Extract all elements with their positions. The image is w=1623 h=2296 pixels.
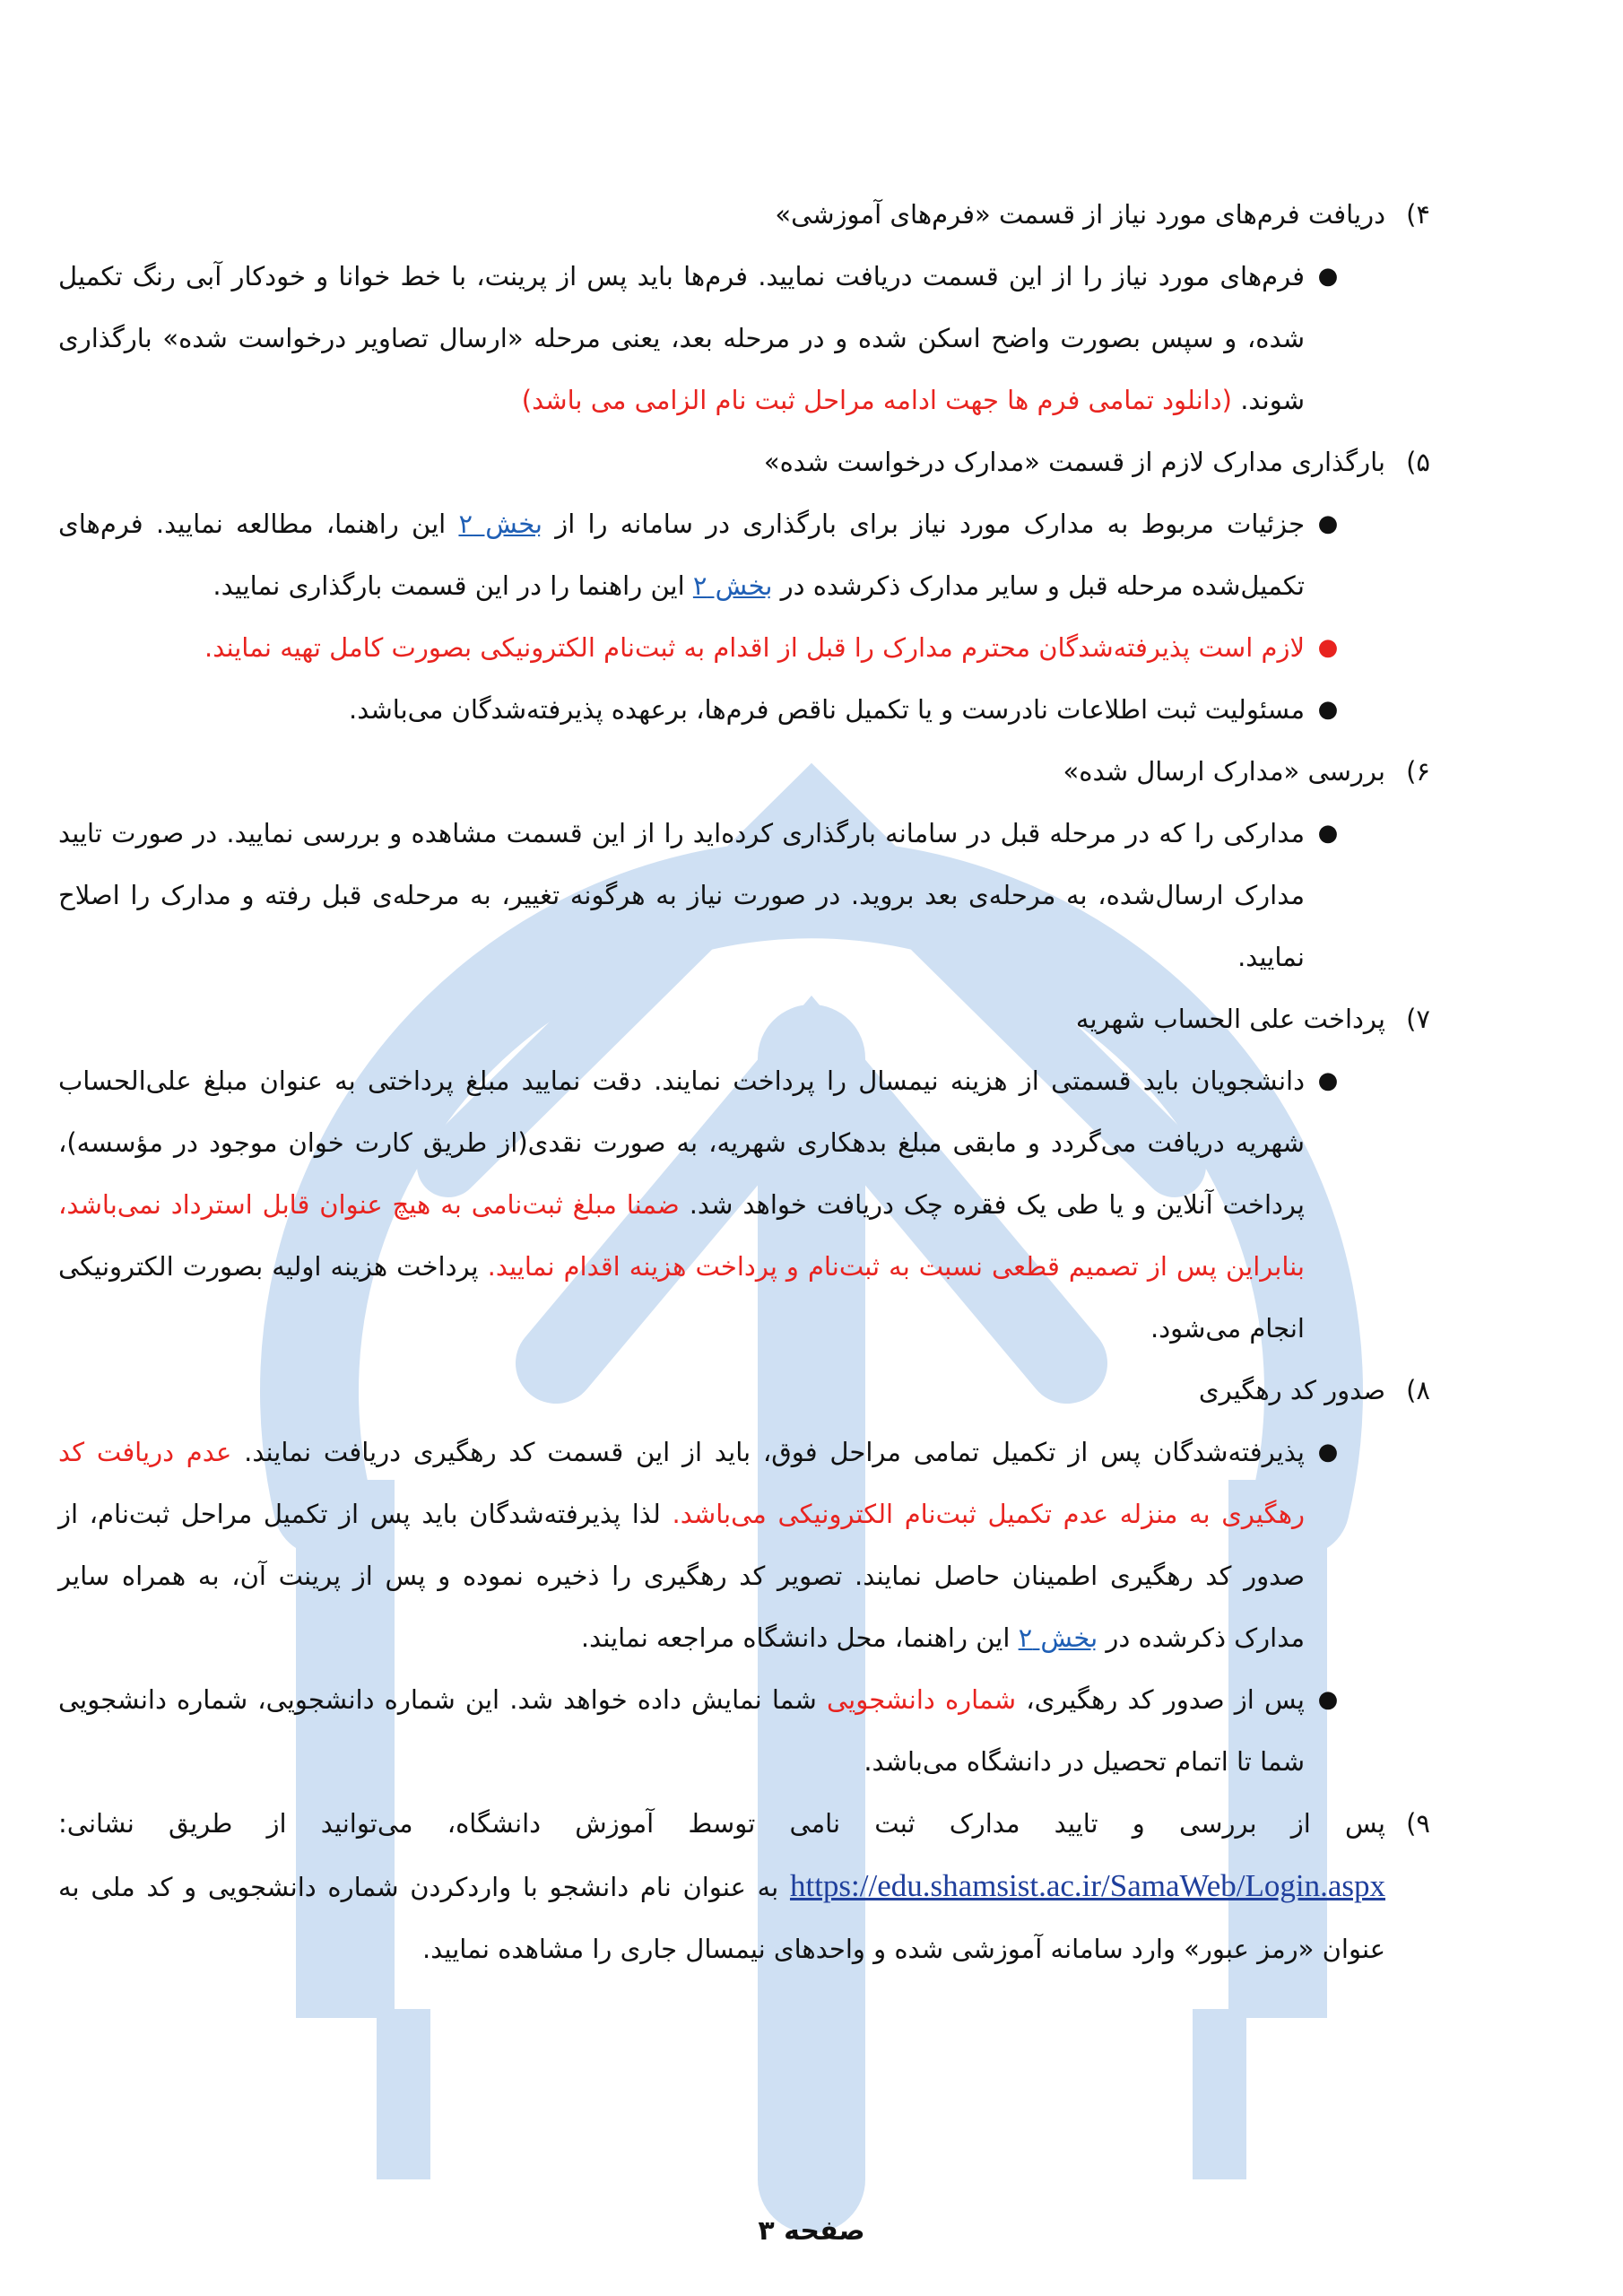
red-notice: عدم دریافت کد رهگیری به منزله عدم تکمیل ثبت‌نام الکترونیکی می‌باشد. [58, 1437, 1305, 1529]
list-item-text: مدارکی را که در مرحله قبل در سامانه بارگذاری کرده‌اید را از این قسمت مشاهده و بررسی نمایید. در صورت تایید مدارک ارسال‌شده، به مرحله‌ی بعد بروید. در صورت نیاز به هرگونه تغییر، به مرحله‌ی قبل رفته و مدارک را اصلاح نمایید. [58, 818, 1305, 972]
paragraph-text: پس از صدور کد رهگیری، [1016, 1684, 1305, 1715]
paragraph-text: پذیرفته‌شدگان پس از تکمیل تمامی مراحل فوق، باید از این قسمت کد رهگیری دریافت نمایند. [231, 1437, 1305, 1467]
section-number: ۵) [1406, 447, 1430, 477]
section-title: پرداخت علی الحساب شهریه [1075, 1004, 1385, 1034]
section-2-link[interactable]: بخش ۲ [458, 509, 542, 539]
section-title: دریافت فرم‌های مورد نیاز از قسمت «فرم‌های آموزشی» [775, 199, 1385, 230]
section-5-heading [58, 431, 1430, 493]
paragraph-text: پس از بررسی و تایید مدارک ثبت نامی توسط آموزش دانشگاه، می‌توانید از طریق نشانی: [58, 1808, 1385, 1839]
section-6-heading [58, 741, 1430, 803]
section-title: بارگذاری مدارک لازم از قسمت «مدارک درخواست شده» [763, 447, 1385, 477]
section-7-heading [58, 988, 1430, 1050]
document-body [58, 184, 1430, 1980]
bullet-icon: ● [1317, 1439, 1339, 1465]
list-item-text [58, 493, 1305, 617]
bullet-icon: ● [1317, 1067, 1339, 1094]
list-item [58, 1050, 1351, 1360]
red-notice: (دانلود تمامی فرم ها جهت ادامه مراحل ثبت نام الزامی می باشد) [521, 385, 1232, 415]
bullet-icon: ● [1317, 696, 1339, 723]
list-item [58, 493, 1351, 617]
paragraph-text: دانشجویان باید قسمتی از هزینه نیمسال را پرداخت نمایند. دقت نمایید مبلغ پرداختی به عنوان مبلغ علی‌الحساب شهریه دریافت می‌گردد و مابقی مبلغ بدهکاری شهریه، به صورت نقدی(از طریق کارت خوان موجود در مؤسسه)، پرداخت آنلاین و یا طی یک فقره چک دریافت خواهد شد. [58, 1065, 1305, 1220]
bullet-icon: ● [1317, 510, 1339, 537]
paragraph-text: لذا پذیرفته‌شدگان باید پس از تکمیل مراحل ثبت‌نام، از صدور کد رهگیری اطمینان حاصل نمایند. تصویر کد رهگیری را ذخیره نموده و پس از پرینت آن، به همراه سایر مدارک ذکرشده در [58, 1499, 1305, 1653]
list-item-text: مسئولیت ثبت اطلاعات نادرست و یا تکمیل ناقص فرم‌ها، برعهده پذیرفته‌شدگان می‌باشد. [349, 694, 1305, 725]
login-url-link[interactable]: https://edu.shamsist.ac.ir/SamaWeb/Login.aspx [789, 1868, 1385, 1903]
list-item-text [58, 1422, 1305, 1669]
bullet-icon: ● [1317, 820, 1339, 847]
list-item [58, 246, 1351, 431]
list-item-text [58, 1050, 1305, 1360]
paragraph-text: شما نمایش داده خواهد شد. این شماره دانشجویی، شماره دانشجویی شما تا اتمام تحصیل در دانشگاه می‌باشد. [58, 1684, 1305, 1777]
red-notice: لازم است پذیرفته‌شدگان محترم مدارک را قبل از اقدام به ثبت‌نام الکترونیکی بصورت کامل تهیه نمایند. [204, 632, 1305, 663]
section-4-heading [58, 184, 1430, 246]
bullet-icon: ● [1317, 263, 1339, 290]
red-notice: ضمنا مبلغ ثبت‌نامی به هیچ عنوان قابل استرداد نمی‌باشد، بنابراین پس از تصمیم قطعی نسبت به ثبت‌نام و پرداخت هزینه اقدام نمایید. [58, 1189, 1305, 1282]
section-2-link[interactable]: بخش ۲ [1018, 1622, 1098, 1653]
section-9-text [58, 1793, 1385, 1980]
paragraph-text: به عنوان نام دانشجو با واردکردن شماره دانشجویی و کد ملی به عنوان «رمز عبور» وارد سامانه آموزشی شده و واحدهای نیمسال جاری را مشاهده نمایید. [58, 1872, 1385, 1964]
bullet-icon: ● [1317, 1686, 1339, 1713]
section-9 [58, 1793, 1430, 1980]
list-item-text [58, 246, 1305, 431]
list-item [58, 1669, 1351, 1793]
list-item [58, 617, 1351, 679]
paragraph-text: جزئیات مربوط به مدارک مورد نیاز برای بارگذاری در سامانه را از [542, 509, 1305, 539]
section-number: ۶) [1406, 756, 1430, 787]
bullet-icon: ● [1317, 634, 1339, 661]
paragraph-text: این راهنما را در این قسمت بارگذاری نمایید. [213, 570, 693, 601]
paragraph-text: این راهنما، مطالعه نمایید. فرم‌های تکمیل‌شده مرحله قبل و سایر مدارک ذکرشده در [58, 509, 1305, 601]
paragraph-text: این راهنما، محل دانشگاه مراجعه نمایند. [580, 1622, 1019, 1653]
section-number: ۴) [1406, 199, 1430, 230]
list-item-text [58, 1669, 1305, 1793]
section-title: بررسی «مدارک ارسال شده» [1063, 756, 1385, 787]
section-number: ۹) [1406, 1808, 1430, 1839]
page-number: صفحه ۳ [758, 2215, 865, 2247]
list-item [58, 679, 1351, 741]
section-number: ۸) [1406, 1375, 1430, 1405]
student-number-highlight: شماره دانشجویی [826, 1684, 1017, 1715]
section-title: صدور کد رهگیری [1198, 1375, 1385, 1405]
section-2-link[interactable]: بخش ۲ [692, 570, 773, 601]
paragraph-text: پرداخت هزینه اولیه بصورت الکترونیکی انجام می‌شود. [58, 1251, 1305, 1344]
list-item [58, 803, 1351, 988]
paragraph-text: فرم‌های مورد نیاز را از این قسمت دریافت نمایید. فرم‌ها باید پس از پرینت، با خط خوانا و خودکار آبی رنگ تکمیل شده، و سپس بصورت واضح اسکن شده و در مرحله بعد، یعنی مرحله «ارسال تصاویر درخواست شده» بارگذاری شوند. [58, 261, 1305, 415]
section-8-heading [58, 1360, 1430, 1422]
section-number: ۷) [1406, 1004, 1430, 1034]
list-item [58, 1422, 1351, 1669]
